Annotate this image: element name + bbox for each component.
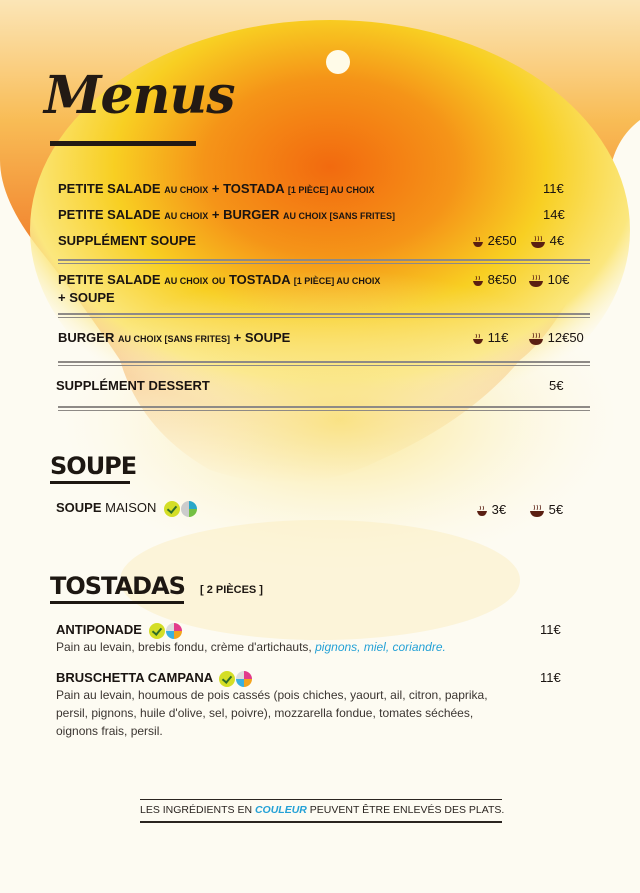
footer-line-top <box>140 799 502 800</box>
small-bowl-icon <box>472 236 484 248</box>
large-bowl-icon <box>529 504 545 518</box>
combo-large-price: 10€ <box>528 272 569 288</box>
section-heading-soupe: SOUPE <box>50 452 137 480</box>
combo-large-price: 12€50 <box>528 330 584 346</box>
large-bowl-icon <box>530 235 546 249</box>
tostada-item-description: Pain au levain, houmous de pois cassés (pois chiches, yaourt, ail, citron, paprika, persil, pignons, huile d'olive, sel, poivre), mozzarella fondue, tomates séchées, oignons frais, persil. <box>56 688 488 738</box>
vegetarian-icon <box>219 671 235 687</box>
section-underline <box>50 601 184 604</box>
seasonal-icon <box>181 501 197 517</box>
soupe-large-price: 5€ <box>529 502 563 518</box>
tostada-item-price: 11€ <box>540 622 561 637</box>
page-title: Menus <box>44 65 235 126</box>
menu-row-price: 14€ <box>543 207 565 222</box>
tostadas-note: [ 2 PIÈCES ] <box>200 584 263 596</box>
supplement-soupe-small: 2€50 <box>472 233 517 248</box>
combo-row: PETITE SALADE AU CHOIX OU TOSTADA [1 PIÈCE] AU CHOIX <box>58 272 381 287</box>
removable-ingredients-icon <box>236 671 252 687</box>
combo-small-price: 8€50 <box>472 272 517 287</box>
combo-row: BURGER AU CHOIX [SANS FRITES] + SOUPE <box>58 330 291 345</box>
dessert-price: 5€ <box>549 378 564 393</box>
footer-note: LES INGRÉDIENTS EN COULEUR PEUVENT ÊTRE ENLEVÉS DES PLATS. <box>140 804 505 816</box>
divider <box>58 313 590 318</box>
vegetarian-icon <box>164 501 180 517</box>
tostada-item-title: BRUSCHETTA CAMPANA <box>56 670 252 687</box>
large-bowl-icon <box>528 332 544 346</box>
removable-ingredients-icon <box>166 623 182 639</box>
divider <box>58 406 590 411</box>
soupe-item: SOUPE MAISON <box>56 500 197 517</box>
footer-line-bottom <box>140 821 502 823</box>
title-underline <box>50 141 196 146</box>
tostada-item-description: Pain au levain, brebis fondu, crème d'artichauts, pignons, miel, coriandre. <box>56 640 446 654</box>
menu-row-price: 11€ <box>543 181 564 196</box>
soupe-small-price: 3€ <box>476 502 506 517</box>
divider <box>58 259 590 264</box>
vegetarian-icon <box>149 623 165 639</box>
supplement-soupe-label: SUPPLÉMENT SOUPE <box>58 233 196 248</box>
dessert-label: SUPPLÉMENT DESSERT <box>56 378 210 393</box>
menu-row: PETITE SALADE AU CHOIX + BURGER AU CHOIX [SANS FRITES] <box>58 207 396 222</box>
tostada-item-title: ANTIPONADE <box>56 622 182 639</box>
small-bowl-icon <box>472 275 484 287</box>
divider <box>58 361 590 366</box>
combo-row-line2: + SOUPE <box>58 290 115 305</box>
combo-small-price: 11€ <box>472 330 508 345</box>
tostada-item-price: 11€ <box>540 670 561 685</box>
section-underline <box>50 481 130 484</box>
section-heading-tostadas: TOSTADAS <box>50 572 185 600</box>
supplement-soupe-large: 4€ <box>530 233 564 249</box>
small-bowl-icon <box>472 333 484 345</box>
large-bowl-icon <box>528 274 544 288</box>
small-bowl-icon <box>476 505 488 517</box>
menu-row: PETITE SALADE AU CHOIX + TOSTADA [1 PIÈCE] AU CHOIX <box>58 181 375 196</box>
